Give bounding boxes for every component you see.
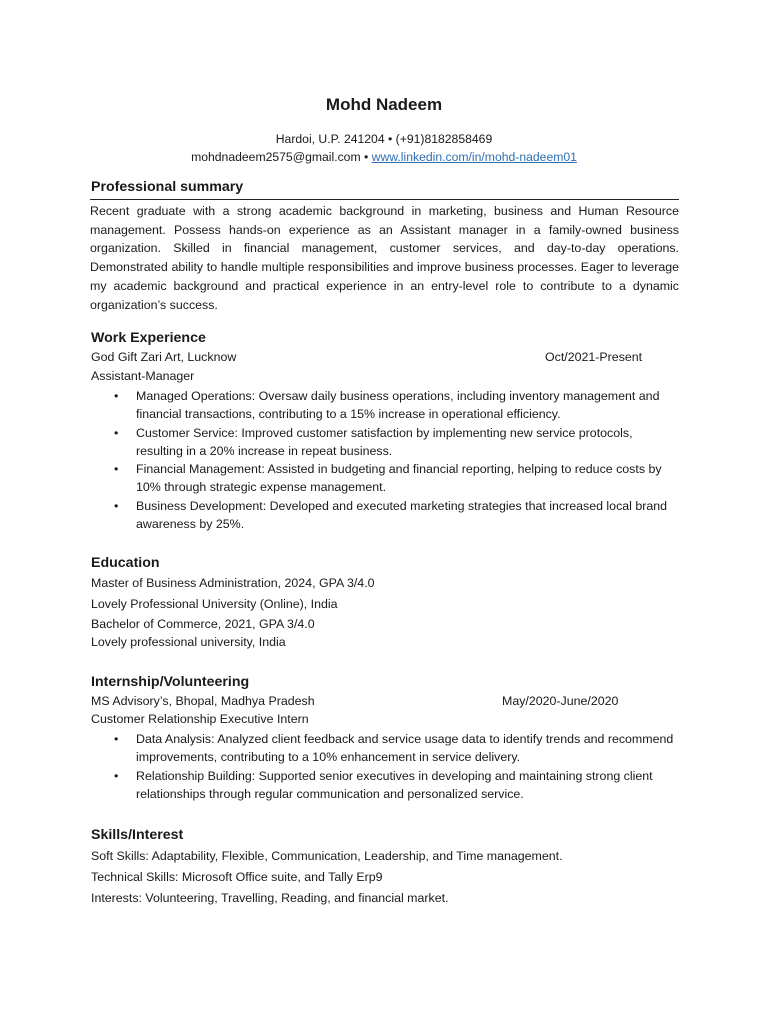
education-line: Lovely Professional University (Online), India bbox=[91, 597, 338, 611]
work-dates: Oct/2021-Present bbox=[545, 350, 643, 364]
summary-heading: Professional summary bbox=[91, 179, 244, 195]
list-item: • Customer Service: Improved customer satisfaction by implementing new service protocols, resulting in a 20% increase in repeat business. bbox=[90, 424, 680, 461]
list-item: • Financial Management: Assisted in budgeting and financial reporting, helping to reduce costs by 10% through strategic expense management. bbox=[90, 460, 680, 497]
internship-heading: Internship/Volunteering bbox=[91, 674, 250, 690]
email-text: mohdnadeem2575@gmail.com bbox=[191, 150, 361, 164]
skills-line: Interests: Volunteering, Travelling, Reading, and financial market. bbox=[91, 891, 449, 905]
internship-dates: May/2020-June/2020 bbox=[502, 694, 619, 708]
work-company: God Gift Zari Art, Lucknow bbox=[91, 350, 237, 364]
list-item: • Business Development: Developed and executed marketing strategies that increased local brand awareness by 25%. bbox=[90, 497, 680, 534]
summary-divider bbox=[90, 199, 679, 200]
work-heading: Work Experience bbox=[91, 330, 206, 346]
work-role: Assistant-Manager bbox=[91, 369, 195, 383]
list-item: • Relationship Building: Supported senior executives in developing and maintaining strong client relationships through regular communication and personalized service. bbox=[90, 767, 680, 804]
internship-role: Customer Relationship Executive Intern bbox=[91, 712, 309, 726]
contact-separator: • bbox=[360, 150, 372, 164]
internship-company: MS Advisory’s, Bhopal, Madhya Pradesh bbox=[91, 694, 315, 708]
list-item: • Data Analysis: Analyzed client feedback and service usage data to identify trends and recommend improvements, contributing to a 10% enhancement in service delivery. bbox=[90, 730, 680, 767]
education-heading: Education bbox=[91, 555, 160, 571]
list-item: • Managed Operations: Oversaw daily business operations, including inventory management and financial transactions, contributing to a 15% increase in operational efficiency. bbox=[90, 387, 680, 424]
contact-email-linkedin bbox=[0, 150, 768, 164]
education-line: Lovely professional university, India bbox=[91, 635, 286, 649]
skills-line: Soft Skills: Adaptability, Flexible, Communication, Leadership, and Time management. bbox=[91, 849, 563, 863]
education-line: Bachelor of Commerce, 2021, GPA 3/4.0 bbox=[91, 617, 315, 631]
skills-heading: Skills/Interest bbox=[91, 827, 184, 843]
internship-bullets bbox=[90, 730, 680, 803]
linkedin-link[interactable]: www.linkedin.com/in/mohd-nadeem01 bbox=[371, 150, 577, 164]
summary-text: Recent graduate with a strong academic background in marketing, business and Human Resource management. Possess hands-on experience as an Assistant manager in a family-owned business organization. Skilled in financial management, customer services, and day-to-day operations. Demonstrated ability to handle multiple responsibilities and improve business processes. Eager to leverage my academic background and practical experience in an entry-level role to contribute to a dynamic organization’s success. bbox=[90, 204, 679, 312]
education-line: Master of Business Administration, 2024, GPA 3/4.0 bbox=[91, 576, 375, 590]
candidate-name: Mohd Nadeem bbox=[325, 95, 443, 114]
skills-line: Technical Skills: Microsoft Office suite, and Tally Erp9 bbox=[91, 870, 383, 884]
contact-address-phone: Hardoi, U.P. 241204 • (+91)8182858469 bbox=[275, 132, 493, 146]
work-bullets bbox=[90, 387, 680, 533]
